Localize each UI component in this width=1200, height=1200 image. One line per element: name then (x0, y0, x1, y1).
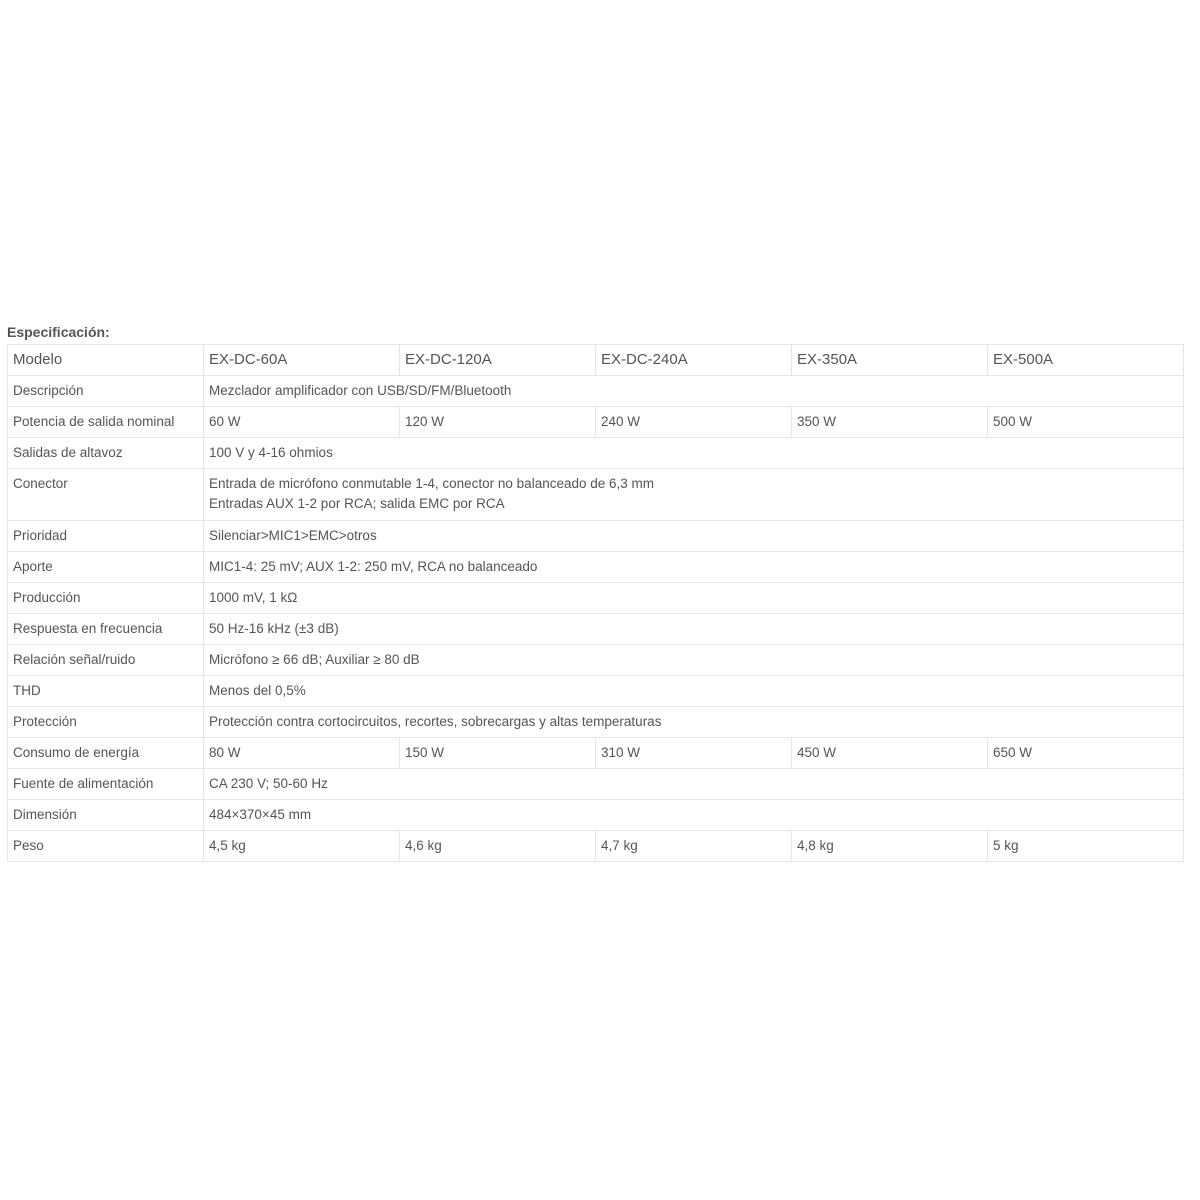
row-label: Relación señal/ruido (8, 645, 204, 676)
row-label: Descripción (8, 376, 204, 407)
row-value: 80 W (204, 738, 400, 769)
row-label: Potencia de salida nominal (8, 407, 204, 438)
row-label: Protección (8, 707, 204, 738)
table-row-protection (8, 707, 1184, 738)
table-row-snr (8, 645, 1184, 676)
table-row-priority (8, 521, 1184, 552)
row-value: 50 Hz-16 kHz (±3 dB) (204, 614, 1184, 645)
table-row-rated-power (8, 407, 1184, 438)
table-row-description (8, 376, 1184, 407)
connector-line-2: Entradas AUX 1-2 por RCA; salida EMC por RCA (209, 496, 505, 511)
table-row-speaker-outputs (8, 438, 1184, 469)
table-row-power-consumption (8, 738, 1184, 769)
row-value: Micrófono ≥ 66 dB; Auxiliar ≥ 80 dB (204, 645, 1184, 676)
table-row-frequency-response (8, 614, 1184, 645)
row-value: 100 V y 4-16 ohmios (204, 438, 1184, 469)
spec-title: Especificación: (7, 324, 110, 340)
row-label: Peso (8, 831, 204, 862)
row-value: 60 W (204, 407, 400, 438)
model-cell: EX-350A (792, 345, 988, 376)
row-value: 310 W (596, 738, 792, 769)
model-cell: EX-DC-120A (400, 345, 596, 376)
row-label: Consumo de energía (8, 738, 204, 769)
row-value: 500 W (988, 407, 1184, 438)
row-value: 4,5 kg (204, 831, 400, 862)
row-label: Respuesta en frecuencia (8, 614, 204, 645)
row-value: CA 230 V; 50-60 Hz (204, 769, 1184, 800)
row-label: Fuente de alimentación (8, 769, 204, 800)
model-cell: EX-DC-240A (596, 345, 792, 376)
row-label: Prioridad (8, 521, 204, 552)
table-row-connector (8, 469, 1184, 521)
row-value: 1000 mV, 1 kΩ (204, 583, 1184, 614)
row-label: Aporte (8, 552, 204, 583)
row-label: Dimensión (8, 800, 204, 831)
table-row-model (8, 345, 1184, 376)
row-value: 4,8 kg (792, 831, 988, 862)
table-row-thd (8, 676, 1184, 707)
row-value (204, 469, 1184, 521)
row-value: 4,7 kg (596, 831, 792, 862)
table-row-output (8, 583, 1184, 614)
row-value: MIC1-4: 25 mV; AUX 1-2: 250 mV, RCA no balanceado (204, 552, 1184, 583)
row-label: Modelo (8, 345, 204, 376)
row-value: 4,6 kg (400, 831, 596, 862)
row-value: 120 W (400, 407, 596, 438)
row-value: Menos del 0,5% (204, 676, 1184, 707)
row-value: 150 W (400, 738, 596, 769)
spec-block (7, 322, 1183, 862)
row-value: Silenciar>MIC1>EMC>otros (204, 521, 1184, 552)
row-value: 650 W (988, 738, 1184, 769)
model-cell: EX-500A (988, 345, 1184, 376)
row-value: 484×370×45 mm (204, 800, 1184, 831)
row-label: THD (8, 676, 204, 707)
row-value: 450 W (792, 738, 988, 769)
table-row-dimension (8, 800, 1184, 831)
row-value: Protección contra cortocircuitos, recortes, sobrecargas y altas temperaturas (204, 707, 1184, 738)
row-label: Salidas de altavoz (8, 438, 204, 469)
connector-line-1: Entrada de micrófono conmutable 1-4, conector no balanceado de 6,3 mm (209, 476, 655, 491)
table-row-power-supply (8, 769, 1184, 800)
table-row-weight (8, 831, 1184, 862)
row-value: Mezclador amplificador con USB/SD/FM/Bluetooth (204, 376, 1184, 407)
row-value: 240 W (596, 407, 792, 438)
model-cell: EX-DC-60A (204, 345, 400, 376)
table-row-input (8, 552, 1184, 583)
row-label: Conector (8, 469, 204, 521)
spec-table (7, 344, 1184, 862)
row-value: 350 W (792, 407, 988, 438)
row-label: Producción (8, 583, 204, 614)
row-value: 5 kg (988, 831, 1184, 862)
